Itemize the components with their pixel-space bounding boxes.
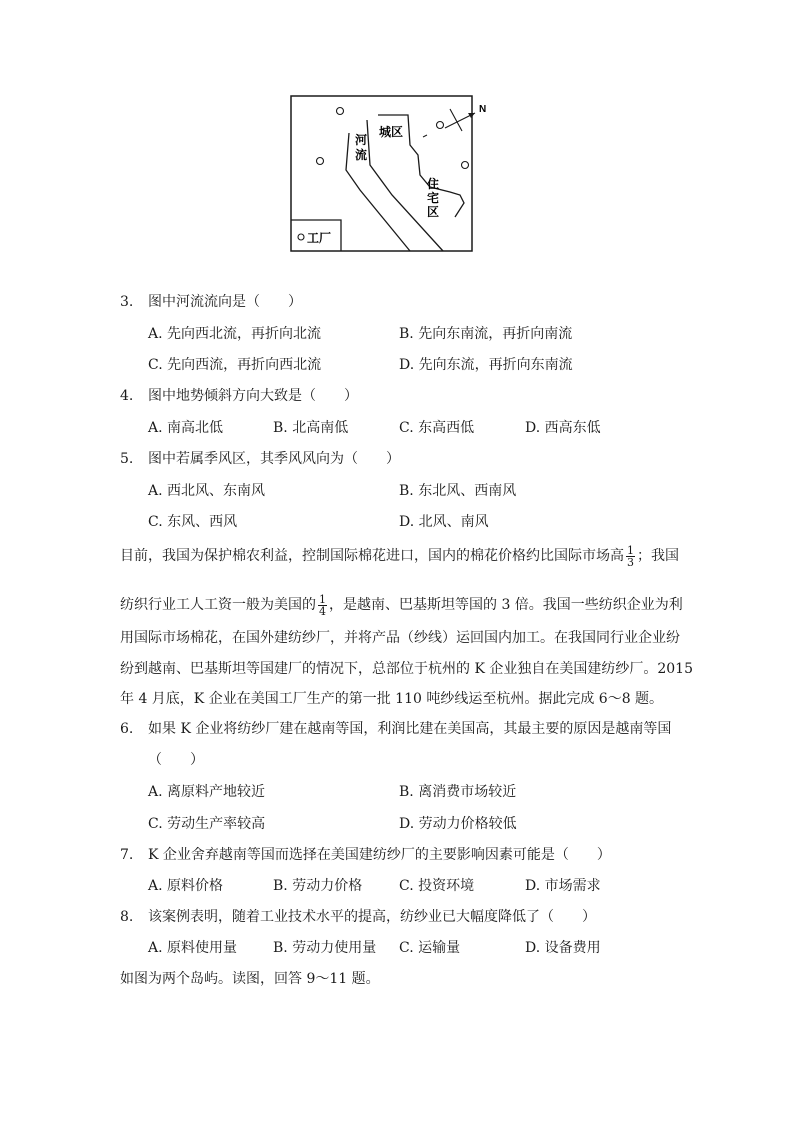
fraction-denominator: 3 xyxy=(627,555,634,569)
question-text-continuation: （ ） xyxy=(148,752,204,768)
map-frame xyxy=(291,96,472,251)
option-c: C. 运输量 xyxy=(399,940,461,956)
option-d: D. 设备费用 xyxy=(525,940,601,956)
option-a: A. 原料价格 xyxy=(148,878,224,894)
fraction-numerator: 1 xyxy=(319,592,326,606)
question-text: 如果 K 企业将纺纱厂建在越南等国，利润比建在美国高，其最主要的原因是越南等国 xyxy=(148,721,672,737)
passage-text: 纺织行业工人工资一般为美国的 xyxy=(120,597,316,613)
option-c: C. 东风、西风 xyxy=(148,514,238,530)
north-label: N xyxy=(479,104,487,115)
question-number: 3. xyxy=(120,294,134,310)
question-7 xyxy=(0,843,794,867)
passage-line-4: 纷到越南、巴基斯坦等国建厂的情况下，总部位于杭州的 K 企业独自在美国建纺纱厂。2015 xyxy=(120,661,693,677)
question-text: 图中若属季风区，其季风风向为（ ） xyxy=(148,451,400,467)
option-a: A. 西北风、东南风 xyxy=(148,483,266,499)
passage-text: ，是越南、巴基斯坦等国的 3 倍。我国一些纺织企业为利 xyxy=(329,597,683,613)
option-a: A. 先向西北流，再折向北流 xyxy=(148,326,322,342)
question-number: 6. xyxy=(120,721,134,737)
question-text: 图中地势倾斜方向大致是（ ） xyxy=(148,388,358,404)
option-c: C. 投资环境 xyxy=(399,878,475,894)
settlement-circle xyxy=(337,108,344,115)
option-b: B. 离消费市场较近 xyxy=(399,784,517,800)
option-c: C. 先向西流，再折向西北流 xyxy=(148,357,322,373)
question-number: 4. xyxy=(120,388,134,404)
option-d: D. 劳动力价格较低 xyxy=(399,816,517,832)
question-6 xyxy=(0,717,794,741)
option-b: B. 先向东南流，再折向南流 xyxy=(399,326,573,342)
question-5 xyxy=(0,447,794,471)
fraction-one-third xyxy=(626,545,635,568)
passage-line-5: 年 4 月底，K 企业在美国工厂生产的第一批 110 吨纱线运至杭州。据此完成 6～8 题。 xyxy=(120,691,664,707)
fraction-denominator: 4 xyxy=(319,604,326,618)
option-b: B. 北高南低 xyxy=(273,420,349,436)
fraction-one-quarter xyxy=(318,594,327,617)
residential-label-2: 宅 xyxy=(427,191,440,205)
passage-line-1 xyxy=(120,543,680,569)
option-c: C. 劳动生产率较高 xyxy=(148,816,266,832)
question-8 xyxy=(0,905,794,929)
passage-text: 目前，我国为保护棉农利益，控制国际棉花进口，国内的棉花价格约比国际市场高 xyxy=(120,548,624,564)
river-label-2: 流 xyxy=(355,148,368,162)
residential-label-3: 区 xyxy=(427,205,440,219)
map-figure xyxy=(290,95,487,252)
option-d: D. 先向东流，再折向东南流 xyxy=(399,357,573,373)
option-b: B. 东北风、西南风 xyxy=(399,483,517,499)
fraction-numerator: 1 xyxy=(627,543,634,557)
option-d: D. 市场需求 xyxy=(525,878,601,894)
question-text: 图中河流流向是（ ） xyxy=(148,294,302,310)
option-b: B. 劳动力使用量 xyxy=(273,940,377,956)
question-3 xyxy=(0,290,794,314)
option-a: A. 离原料产地较近 xyxy=(148,784,266,800)
passage-text: ；我国 xyxy=(637,548,679,564)
option-d: D. 北风、南风 xyxy=(399,514,489,530)
question-4 xyxy=(0,384,794,408)
factory-label: 工厂 xyxy=(307,231,332,245)
question-number: 7. xyxy=(120,847,134,863)
option-c: C. 东高西低 xyxy=(399,420,475,436)
river-label-1: 河 xyxy=(355,133,368,147)
question-text: 该案例表明，随着工业技术水平的提高，纺纱业已大幅度降低了（ ） xyxy=(148,909,596,925)
factory-circle xyxy=(298,234,304,240)
option-b: B. 劳动力价格 xyxy=(273,878,363,894)
option-d: D. 西高东低 xyxy=(525,420,601,436)
settlement-circle xyxy=(317,158,324,165)
passage-line-3: 用国际市场棉花，在国外建纺纱厂，并将产品（纱线）运回国内加工。在我国同行业企业纷 xyxy=(120,630,680,646)
passage-line-2 xyxy=(120,592,683,618)
intro-next-questions: 如图为两个岛屿。读图，回答 9～11 题。 xyxy=(120,971,380,987)
settlement-circle xyxy=(462,162,469,169)
question-text: K 企业舍弃越南等国而选择在美国建纺纱厂的主要影响因素可能是（ ） xyxy=(148,847,611,863)
city-label: 城区 xyxy=(379,125,404,139)
question-number: 8. xyxy=(120,909,134,925)
settlement-circle xyxy=(437,122,444,129)
option-a: A. 南高北低 xyxy=(148,420,224,436)
option-a: A. 原料使用量 xyxy=(148,940,238,956)
residential-label-1: 住 xyxy=(427,177,440,191)
question-number: 5. xyxy=(120,451,134,467)
